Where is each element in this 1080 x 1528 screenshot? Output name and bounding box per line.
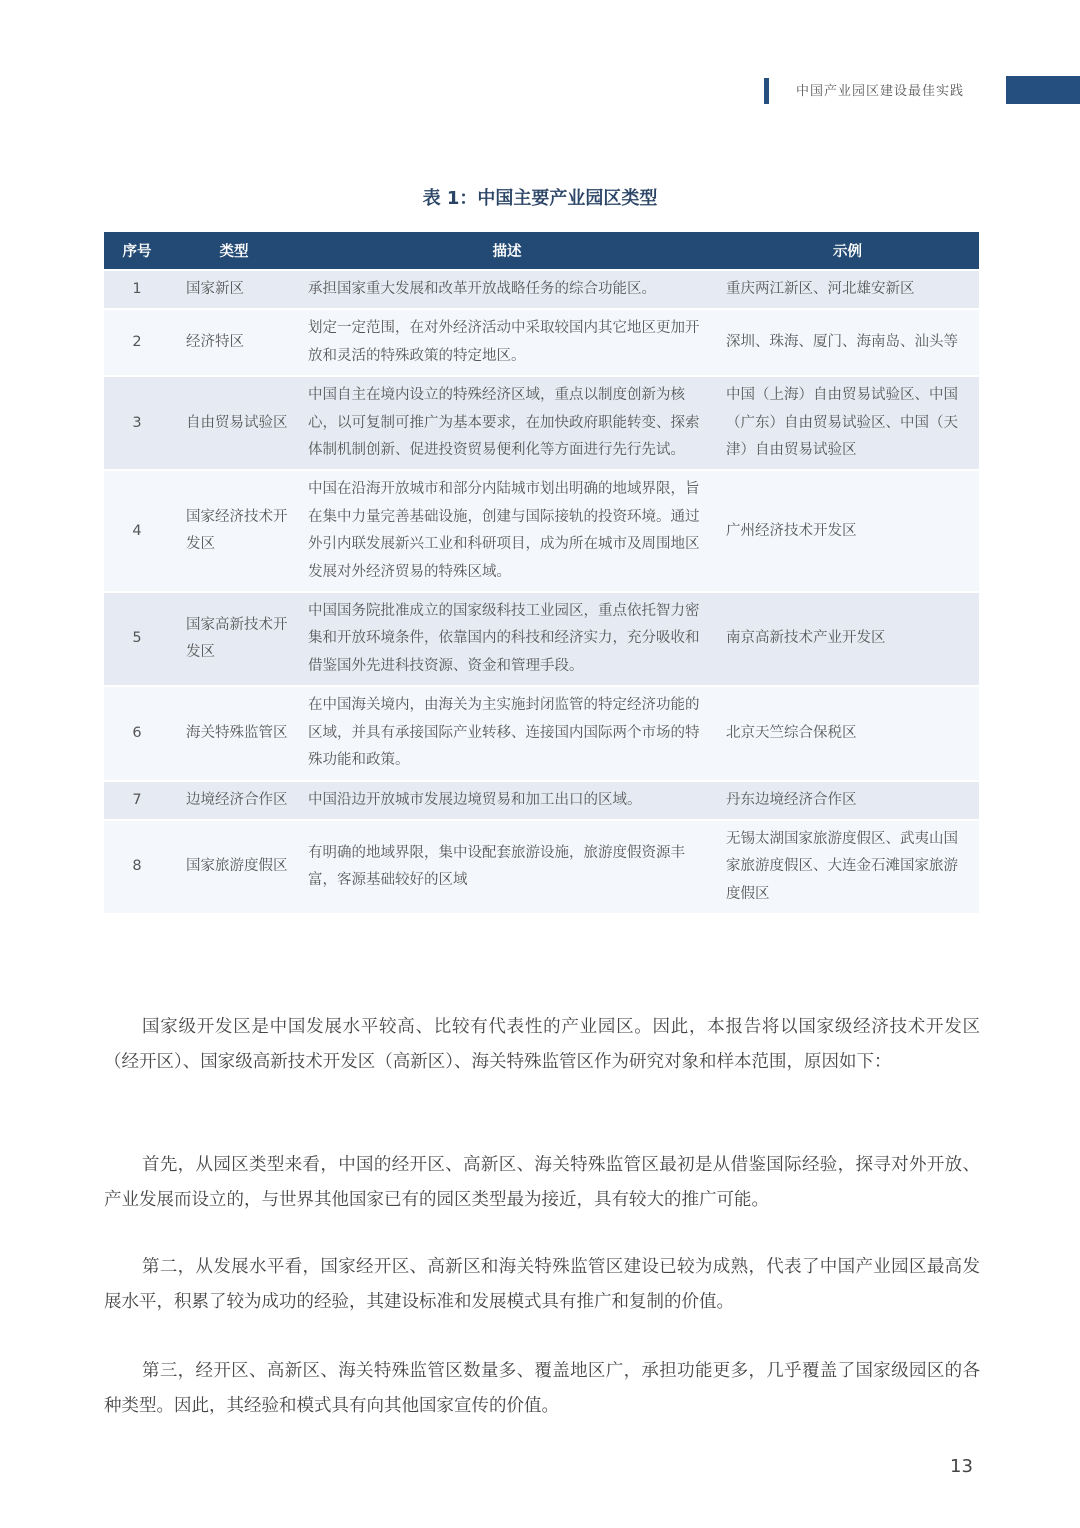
table-row (104, 470, 979, 592)
row-type: 国家旅游度假区 (170, 820, 298, 913)
row-example: 丹东边境经济合作区 (716, 781, 979, 820)
row-description: 中国自主在境内设立的特殊经济区域，重点以制度创新为核心，以可复制可推广为基本要求，在加快政府职能转变、探索体制机制创新、促进投资贸易便利化等方面进行先行先试。 (298, 376, 716, 470)
page-number: 13 (950, 1456, 973, 1477)
row-number: 3 (104, 376, 170, 470)
row-description: 承担国家重大发展和改革开放战略任务的综合功能区。 (298, 270, 716, 309)
row-number: 4 (104, 470, 170, 592)
row-type: 海关特殊监管区 (170, 686, 298, 780)
row-number: 6 (104, 686, 170, 780)
row-description: 划定一定范围，在对外经济活动中采取较国内其它地区更加开放和灵活的特殊政策的特定地区。 (298, 309, 716, 376)
row-number: 2 (104, 309, 170, 376)
table-row (104, 592, 979, 686)
row-type: 边境经济合作区 (170, 781, 298, 820)
row-number: 5 (104, 592, 170, 686)
table-row (104, 270, 979, 309)
body-paragraph-3: 第二，从发展水平看，国家经开区、高新区和海关特殊监管区建设已较为成熟，代表了中国产业园区最高发展水平，积累了较为成功的经验，其建设标准和发展模式具有推广和复制的价值。 (104, 1257, 980, 1312)
body-paragraph-2: 首先，从园区类型来看，中国的经开区、高新区、海关特殊监管区最初是从借鉴国际经验，探寻对外开放、产业发展而设立的，与世界其他国家已有的园区类型最为接近，具有较大的推广可能。 (104, 1155, 980, 1210)
table-row (104, 781, 979, 820)
table-caption: 表 1：中国主要产业园区类型 (422, 188, 658, 209)
header-accent-bar (764, 78, 769, 104)
row-example: 无锡太湖国家旅游度假区、武夷山国家旅游度假区、大连金石滩国家旅游度假区 (716, 820, 979, 913)
column-header-description: 描述 (298, 232, 716, 270)
table-row (104, 309, 979, 376)
row-example: 广州经济技术开发区 (716, 470, 979, 592)
row-example: 深圳、珠海、厦门、海南岛、汕头等 (716, 309, 979, 376)
row-example: 重庆两江新区、河北雄安新区 (716, 270, 979, 309)
row-number: 8 (104, 820, 170, 913)
table-header-row (104, 232, 979, 270)
table-row (104, 376, 979, 470)
column-header-no: 序号 (104, 232, 170, 270)
park-types-table (104, 232, 979, 913)
row-description: 中国在沿海开放城市和部分内陆城市划出明确的地域界限，旨在集中力量完善基础设施，创建与国际接轨的投资环境。通过外引内联发展新兴工业和科研项目，成为所在城市及周围地区发展对外经济贸易的特殊区域。 (298, 470, 716, 592)
table-row (104, 820, 979, 913)
row-description: 中国沿边开放城市发展边境贸易和加工出口的区域。 (298, 781, 716, 820)
row-description: 中国国务院批准成立的国家级科技工业园区，重点依托智力密集和开放环境条件，依靠国内的科技和经济实力，充分吸收和借鉴国外先进科技资源、资金和管理手段。 (298, 592, 716, 686)
row-description: 有明确的地域界限，集中设配套旅游设施，旅游度假资源丰富，客源基础较好的区域 (298, 820, 716, 913)
body-paragraph-4: 第三，经开区、高新区、海关特殊监管区数量多、覆盖地区广，承担功能更多，几乎覆盖了国家级园区的各种类型。因此，其经验和模式具有向其他国家宣传的价值。 (104, 1361, 980, 1416)
table-row (104, 686, 979, 780)
column-header-example: 示例 (716, 232, 979, 270)
row-type: 国家高新技术开发区 (170, 592, 298, 686)
row-example: 中国（上海）自由贸易试验区、中国（广东）自由贸易试验区、中国（天津）自由贸易试验区 (716, 376, 979, 470)
row-number: 7 (104, 781, 170, 820)
header-color-block (1006, 76, 1080, 104)
row-type: 国家新区 (170, 270, 298, 309)
row-type: 国家经济技术开发区 (170, 470, 298, 592)
row-example: 北京天竺综合保税区 (716, 686, 979, 780)
running-title: 中国产业园区建设最佳实践 (796, 84, 965, 99)
body-paragraph-1: 国家级开发区是中国发展水平较高、比较有代表性的产业园区。因此，本报告将以国家级经济技术开发区（经开区）、国家级高新技术开发区（高新区）、海关特殊监管区作为研究对象和样本范围，原因如下： (104, 1017, 980, 1072)
row-number: 1 (104, 270, 170, 309)
row-type: 自由贸易试验区 (170, 376, 298, 470)
column-header-type: 类型 (170, 232, 298, 270)
row-type: 经济特区 (170, 309, 298, 376)
row-example: 南京高新技术产业开发区 (716, 592, 979, 686)
row-description: 在中国海关境内，由海关为主实施封闭监管的特定经济功能的区域，并具有承接国际产业转移、连接国内国际两个市场的特殊功能和政策。 (298, 686, 716, 780)
